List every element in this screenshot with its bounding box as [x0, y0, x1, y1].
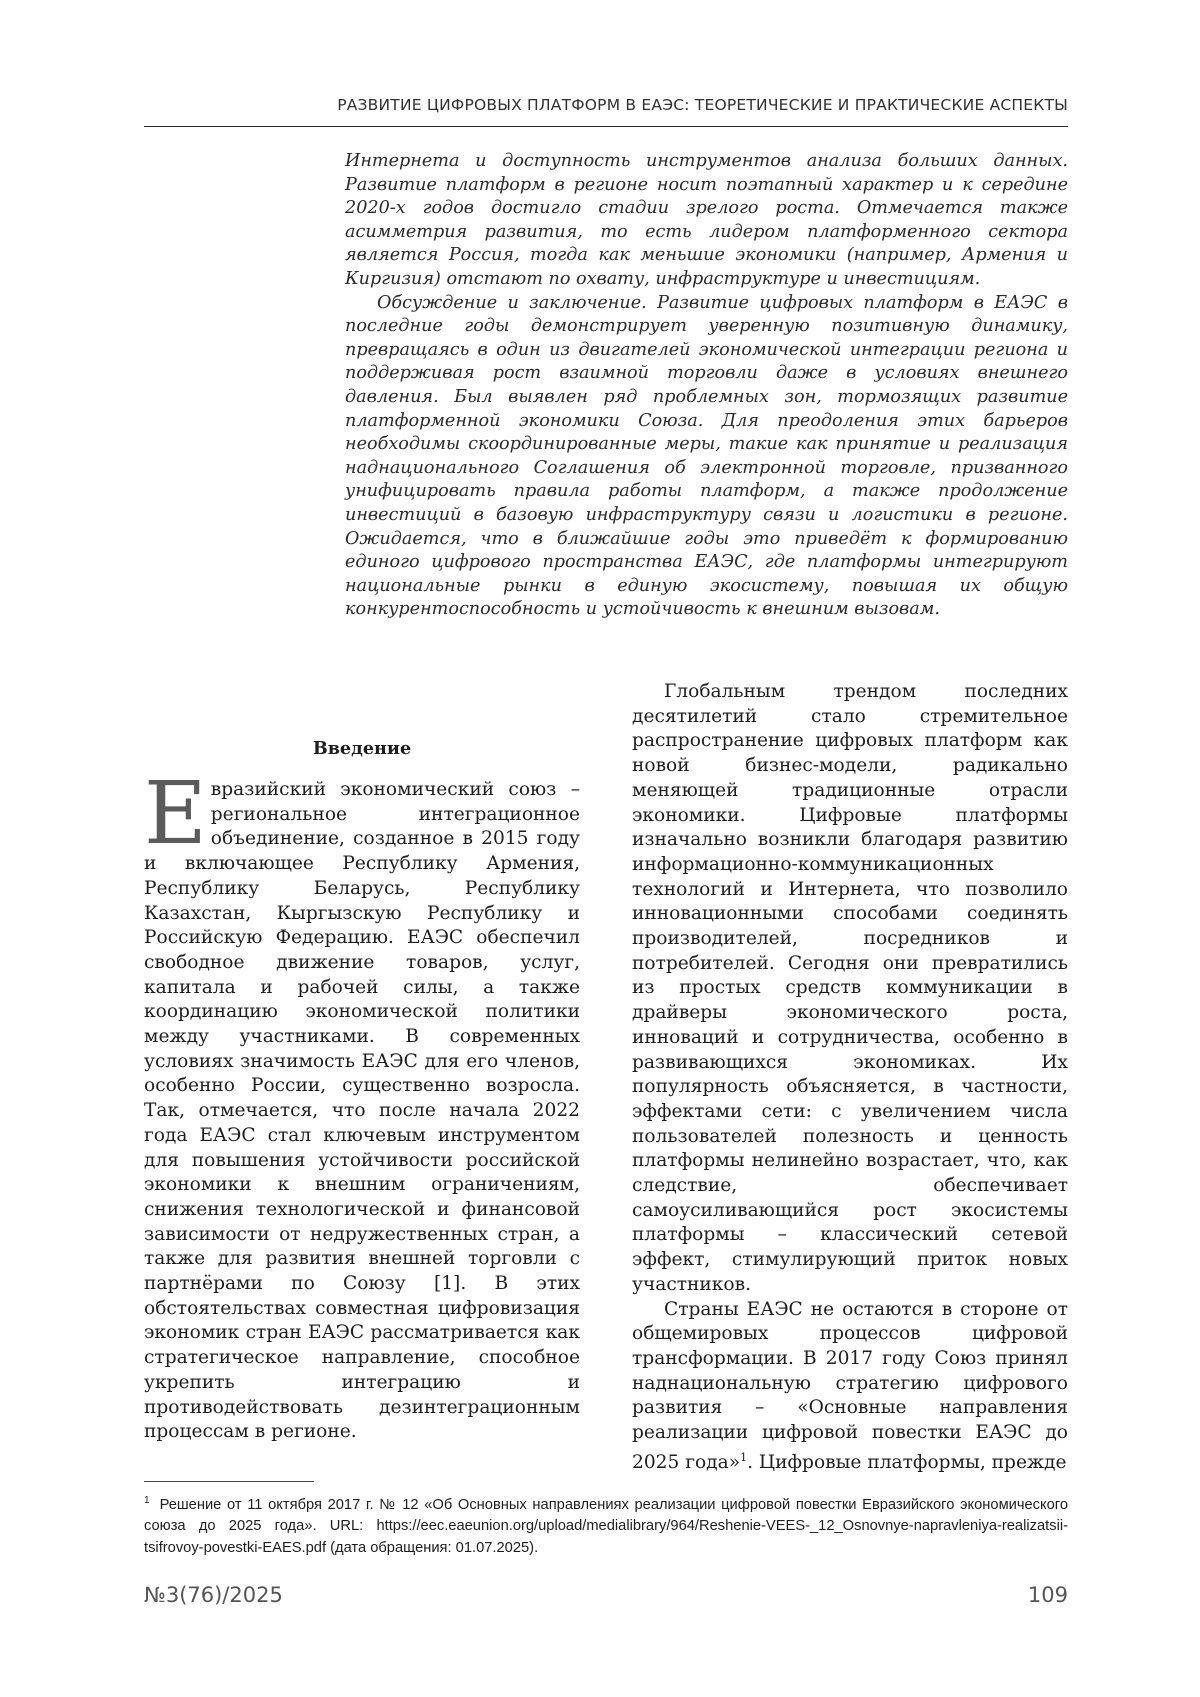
page-number: 109: [1027, 1583, 1068, 1607]
abstract-paragraph-1: Интернета и доступность инструментов анализа больших данных. Развитие платформ в регионе носит поэтапный характер и к середине 2020-х годов достигло стадии зрелого роста. Отмечается также асимметрия развития, то есть лидером платформенного сектора является Россия, тогда как меньшие экономики (например, Армения и Киргизия) отстают по охвату, инфраструктуре и инвестициям.: [345, 151, 1068, 289]
introduction-paragraph-1: [144, 764, 580, 1445]
abstract: [345, 150, 1068, 622]
running-header: РАЗВИТИЕ ЦИФРОВЫХ ПЛАТФОРМ В ЕАЭС: ТЕОРЕТИЧЕСКИЕ И ПРАКТИЧЕСКИЕ АСПЕКТЫ: [337, 96, 1068, 114]
footnote-mark: 1: [144, 1495, 150, 1506]
abstract-paragraph-2: Обсуждение и заключение. Развитие цифровых платформ в ЕАЭС в последние годы демонстрирует уверенную позитивную динамику, превращаясь в один из двигателей экономической интеграции региона и поддерживая рост взаимной торговли даже в условиях внешнего давления. Был выявлен ряд проблемных зон, тормозящих развитие платформенной экономики Союза. Для преодоления этих барьеров необходимы скоординированные меры, такие как принятие и реализация наднационального Соглашения об электронной торговле, призванного унифицировать правила работы платформ, а также продолжение инвестиций в базовую инфраструктуру связи и логистики в регионе. Ожидается, что в ближайшие годы это приведёт к формированию единого цифрового пространства ЕАЭС, где платформы интегрируют национальные рынки в единую экосистему, повышая их общую конкурентоспособность и устойчивость к внешним вызовам.: [345, 292, 1068, 620]
issue-number: №3(76)/2025: [144, 1583, 283, 1607]
introduction-paragraph-1-text: вразийский экономический союз – региональное интеграционное объединение, созданное в 2015 году и включающее Республику Армения, Республику Беларусь, Республику Казахстан, Кыргызскую Республику и Российскую Федерацию. ЕАЭС обеспечил свободное движение товаров, услуг, капитала и рабочей силы, а также координацию экономической политики между участниками. В современных условиях значимость ЕАЭС для его членов, особенно России, существенно возросла. Так, отмечается, что после начала 2022 года ЕАЭС стал ключевым инструментом для повышения устойчивости российской экономики к внешним ограничениям, снижения технологической и финансовой зависимости от недружественных стран, а также для развития внешней торговли с партнёрами по Союзу [1]. В этих обстоятельствах совместная цифровизация экономик стран ЕАЭС рассматривается как стратегическое направление, способное укрепить интеграцию и противодействовать дезинтеграционным процессам в регионе.: [144, 779, 580, 1443]
footnote-reference[interactable]: 1: [740, 1450, 748, 1464]
section-heading-introduction: Введение: [312, 738, 412, 759]
right-paragraph-2-tail: . Цифровые платформы, прежде: [747, 1451, 1067, 1473]
header-rule: [144, 126, 1068, 127]
footnote-text: Решение от 11 октября 2017 г. № 12 «Об Основных направлениях реализации цифровой повестки Евразийского экономического союза до 2025 года». URL: https://eec.eaeunion.org/upload/medialibrary/964/Reshenie-VEES-_12_Osnovnye-napravleniya-realizatsii-tsifrovoy-povestki-EAES.pdf (дата обращения: 01.07.2025).: [144, 1496, 1068, 1556]
left-column: [144, 764, 580, 1445]
drop-cap: Е: [144, 764, 207, 864]
right-paragraph-1: Глобальным трендом последних десятилетий стало стремительное распространение цифровых платформ как новой бизнес-модели, радикально меняющей традиционные отрасли экономики. Цифровые платформы изначально возникли благодаря развитию информационно-коммуникационных технологий и Интернета, что позволило инновационными способами соединять производителей, посредников и потребителей. Сегодня они превратились из простых средств коммуникации в драйверы экономического роста, инноваций и сотрудничества, особенно в развивающихся экономиках. Их популярность объясняется, в частности, эффектами сети: с увеличением числа пользователей полезность и ценность платформы нелинейно возрастает, что, как следствие, обеспечивает самоусиливающийся рост экосистемы платформы – классический сетевой эффект, стимулирующий приток новых участников.: [632, 681, 1068, 1295]
footnote: [144, 1490, 1068, 1559]
right-column: [632, 680, 1068, 1476]
footnote-rule: [144, 1481, 314, 1482]
right-paragraph-2: [632, 1298, 1068, 1476]
right-paragraph-2-text: Страны ЕАЭС не остаются в стороне от общемировых процессов цифровой трансформации. В 2017 году Союз принял наднациональную стратегию цифрового развития – «Основные направления реализации цифровой повестки ЕАЭС до 2025 года»: [632, 1298, 1068, 1473]
